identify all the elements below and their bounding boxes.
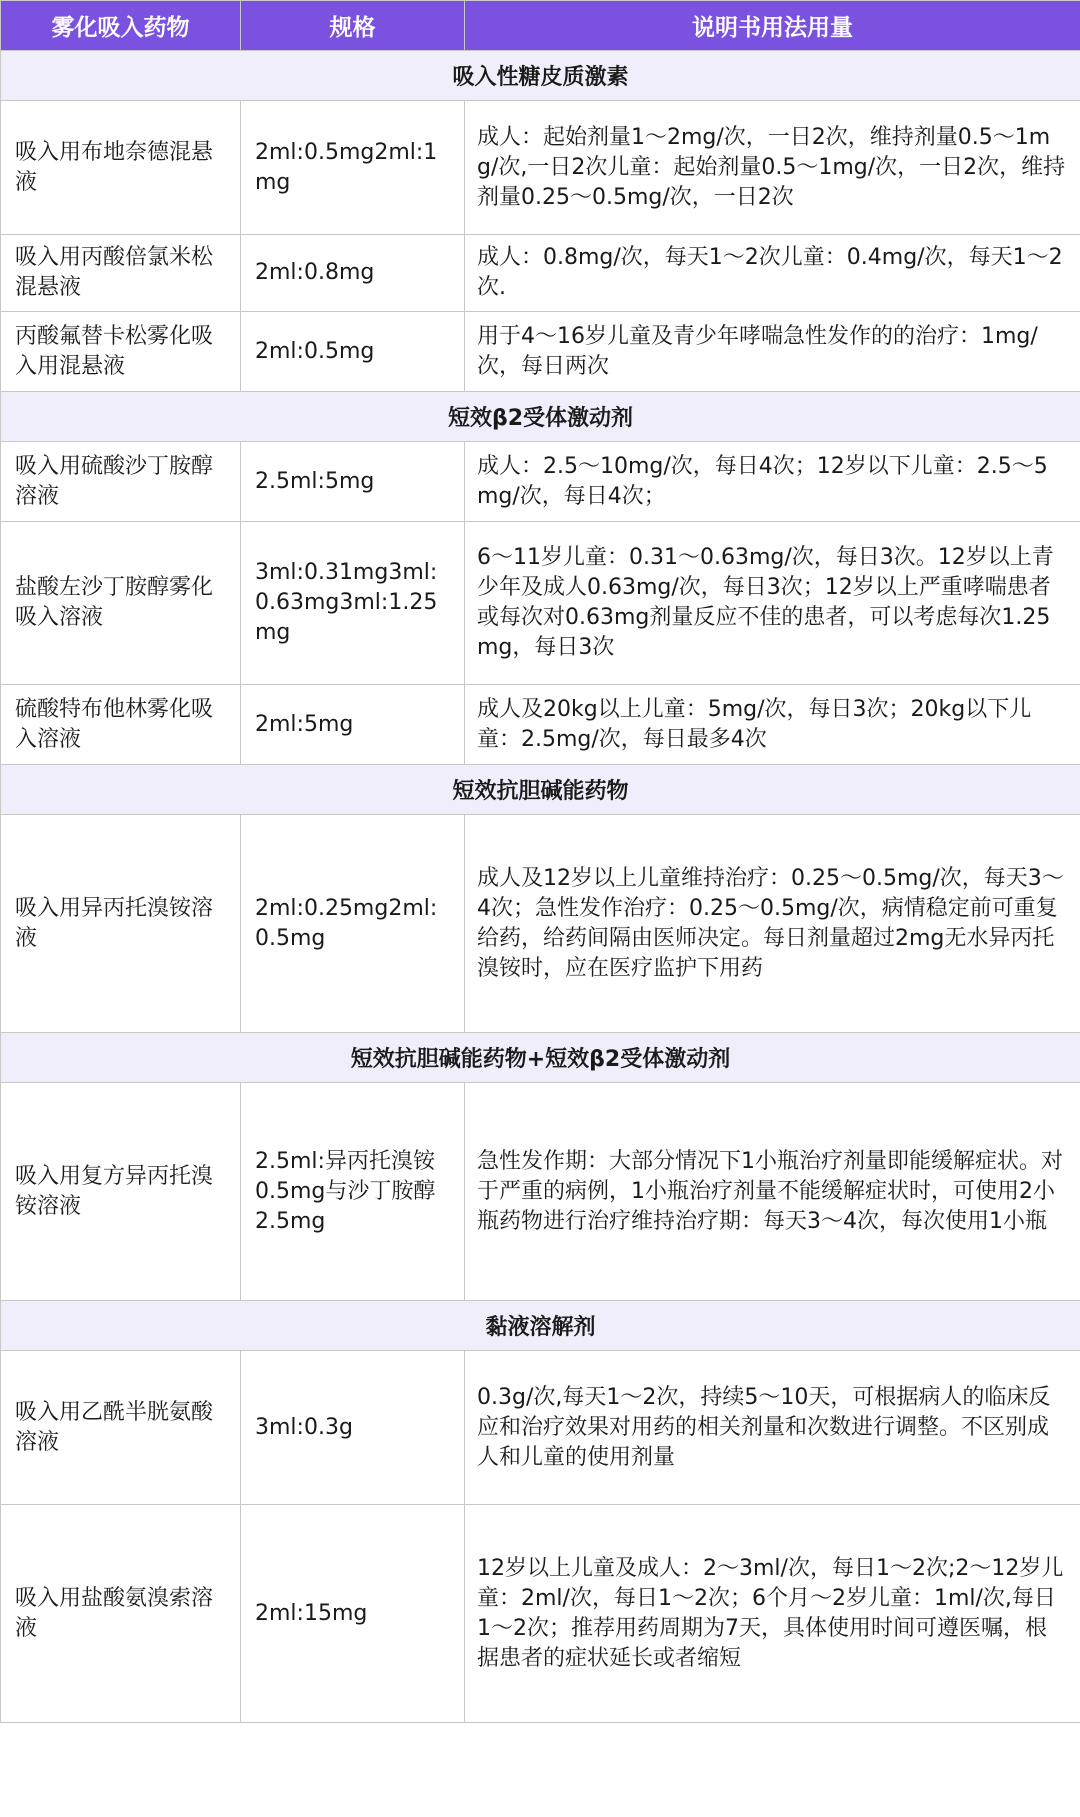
usage-cell: 用于4～16岁儿童及青少年哮喘急性发作的的治疗：1mg/次，每日两次 bbox=[465, 312, 1080, 392]
column-header-drug: 雾化吸入药物 bbox=[1, 1, 241, 51]
category-label: 短效β2受体激动剂 bbox=[1, 392, 1080, 442]
drug-name-cell: 吸入用乙酰半胱氨酸溶液 bbox=[1, 1351, 241, 1505]
drug-name-cell: 盐酸左沙丁胺醇雾化吸入溶液 bbox=[1, 522, 241, 685]
table-row bbox=[1, 1351, 1080, 1505]
spec-cell: 2ml:0.8mg bbox=[241, 235, 465, 312]
drug-name-cell: 吸入用布地奈德混悬液 bbox=[1, 101, 241, 235]
drug-name-cell: 吸入用异丙托溴铵溶液 bbox=[1, 815, 241, 1033]
table-row bbox=[1, 522, 1080, 685]
usage-cell: 成人及20kg以上儿童：5mg/次，每日3次；20kg以下儿童：2.5mg/次，每日最多4次 bbox=[465, 685, 1080, 765]
spec-cell: 2ml:0.5mg2ml:1mg bbox=[241, 101, 465, 235]
column-header-usage: 说明书用法用量 bbox=[465, 1, 1080, 51]
usage-cell: 成人：2.5～10mg/次，每日4次；12岁以下儿童：2.5～5mg/次，每日4次； bbox=[465, 442, 1080, 522]
table-row bbox=[1, 235, 1080, 312]
usage-cell: 成人及12岁以上儿童维持治疗：0.25～0.5mg/次，每天3～4次；急性发作治疗：0.25～0.5mg/次，病情稳定前可重复给药，给药间隔由医师决定。每日剂量超过2mg无水异丙托溴铵时，应在医疗监护下用药 bbox=[465, 815, 1080, 1033]
category-row bbox=[1, 392, 1080, 442]
category-label: 短效抗胆碱能药物+短效β2受体激动剂 bbox=[1, 1033, 1080, 1083]
spec-cell: 2ml:15mg bbox=[241, 1505, 465, 1723]
drug-name-cell: 吸入用硫酸沙丁胺醇溶液 bbox=[1, 442, 241, 522]
table-header-row bbox=[1, 1, 1080, 51]
drug-name-cell: 吸入用复方异丙托溴铵溶液 bbox=[1, 1083, 241, 1301]
usage-cell: 6～11岁儿童：0.31～0.63mg/次，每日3次。12岁以上青少年及成人0.63mg/次，每日3次；12岁以上严重哮喘患者或每次对0.63mg剂量反应不佳的患者，可以考虑每次1.25mg，每日3次 bbox=[465, 522, 1080, 685]
spec-cell: 2ml:5mg bbox=[241, 685, 465, 765]
drug-name-cell: 丙酸氟替卡松雾化吸入用混悬液 bbox=[1, 312, 241, 392]
category-label: 短效抗胆碱能药物 bbox=[1, 765, 1080, 815]
spec-cell: 2.5ml:异丙托溴铵0.5mg与沙丁胺醇2.5mg bbox=[241, 1083, 465, 1301]
drug-name-cell: 硫酸特布他林雾化吸入溶液 bbox=[1, 685, 241, 765]
table-row bbox=[1, 685, 1080, 765]
spec-cell: 2ml:0.25mg2ml:0.5mg bbox=[241, 815, 465, 1033]
table-row bbox=[1, 1505, 1080, 1723]
usage-cell: 成人：0.8mg/次，每天1～2次儿童：0.4mg/次，每天1～2次. bbox=[465, 235, 1080, 312]
table-row bbox=[1, 442, 1080, 522]
category-label: 吸入性糖皮质激素 bbox=[1, 51, 1080, 101]
category-row bbox=[1, 1301, 1080, 1351]
category-label: 黏液溶解剂 bbox=[1, 1301, 1080, 1351]
usage-cell: 急性发作期：大部分情况下1小瓶治疗剂量即能缓解症状。对于严重的病例，1小瓶治疗剂量不能缓解症状时，可使用2小瓶药物进行治疗维持治疗期：每天3～4次，每次使用1小瓶 bbox=[465, 1083, 1080, 1301]
table-row bbox=[1, 1083, 1080, 1301]
drug-name-cell: 吸入用盐酸氨溴索溶液 bbox=[1, 1505, 241, 1723]
spec-cell: 2.5ml:5mg bbox=[241, 442, 465, 522]
spec-cell: 3ml:0.31mg3ml:0.63mg3ml:1.25mg bbox=[241, 522, 465, 685]
column-header-spec: 规格 bbox=[241, 1, 465, 51]
category-row bbox=[1, 51, 1080, 101]
usage-cell: 成人：起始剂量1～2mg/次，一日2次，维持剂量0.5～1mg/次,一日2次儿童：起始剂量0.5～1mg/次，一日2次，维持剂量0.25～0.5mg/次，一日2次 bbox=[465, 101, 1080, 235]
table-row bbox=[1, 312, 1080, 392]
usage-cell: 12岁以上儿童及成人：2～3ml/次，每日1～2次;2～12岁儿童：2ml/次，每日1～2次；6个月～2岁儿童：1ml/次,每日1～2次；推荐用药周期为7天，具体使用时间可遵医嘱，根据患者的症状延长或者缩短 bbox=[465, 1505, 1080, 1723]
usage-cell: 0.3g/次,每天1～2次，持续5～10天，可根据病人的临床反应和治疗效果对用药的相关剂量和次数进行调整。不区别成人和儿童的使用剂量 bbox=[465, 1351, 1080, 1505]
table-row bbox=[1, 815, 1080, 1033]
spec-cell: 3ml:0.3g bbox=[241, 1351, 465, 1505]
category-row bbox=[1, 1033, 1080, 1083]
table-row bbox=[1, 101, 1080, 235]
spec-cell: 2ml:0.5mg bbox=[241, 312, 465, 392]
drug-name-cell: 吸入用丙酸倍氯米松混悬液 bbox=[1, 235, 241, 312]
category-row bbox=[1, 765, 1080, 815]
